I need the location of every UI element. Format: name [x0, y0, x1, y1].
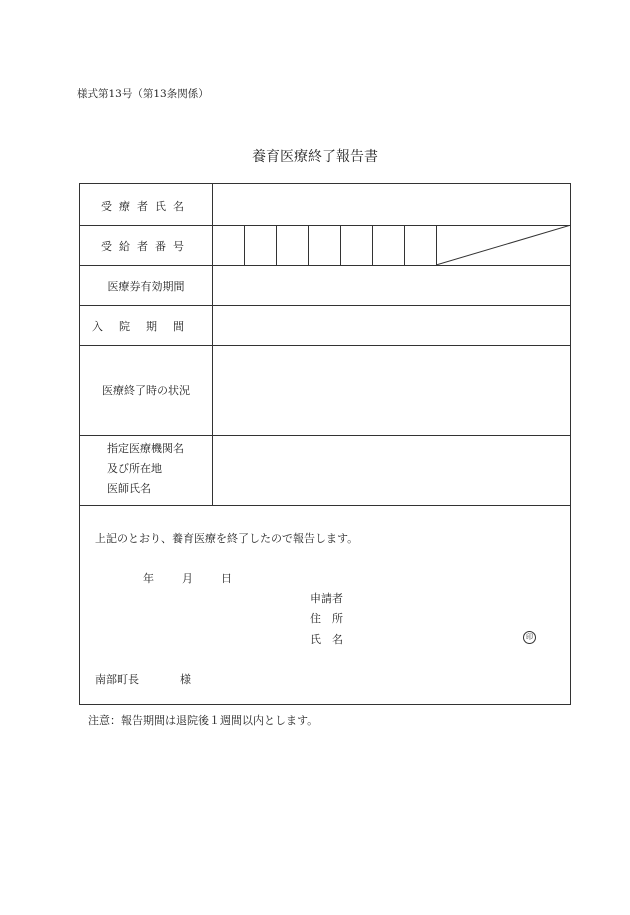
digit-box-divider [308, 225, 309, 265]
row-divider [79, 305, 571, 306]
applicant-label: 申請者 [310, 592, 343, 605]
seal-mark: 印 [523, 631, 536, 644]
label-hospitalization-period: 入院期間 [92, 320, 200, 333]
document-title: 養育医療終了報告書 [252, 149, 378, 165]
column-divider [212, 183, 213, 505]
digit-box-divider [404, 225, 405, 265]
report-statement: 上記のとおり、養育医療を終了したので報告します。 [95, 532, 359, 545]
form-number: 様式第13号（第13条関係） [77, 88, 209, 100]
digit-box-divider [340, 225, 341, 265]
digit-box-divider [244, 225, 245, 265]
digit-box-divider [372, 225, 373, 265]
label-institution-name: 指定医療機関名 [107, 442, 184, 455]
label-status-at-end: 医療終了時の状況 [102, 384, 190, 397]
honorific: 様 [180, 673, 191, 686]
label-recipient-name: 受療者氏名 [101, 200, 191, 213]
row-divider [79, 435, 571, 436]
label-recipient-number: 受給者番号 [101, 240, 191, 253]
name-label: 氏 名 [310, 633, 343, 646]
label-doctor-name: 医師氏名 [107, 482, 151, 495]
label-validity-period: 医療券有効期間 [107, 280, 185, 293]
date-day: 日 [221, 572, 232, 585]
note: 注意：報告期間は退院後１週間以内とします。 [88, 714, 319, 727]
date-month: 月 [182, 572, 193, 585]
label-institution-location: 及び所在地 [107, 462, 162, 475]
addressee: 南部町長 [95, 673, 139, 686]
digit-box-divider [276, 225, 277, 265]
address-label: 住 所 [310, 612, 343, 625]
date-year: 年 [143, 572, 154, 585]
row-divider [79, 345, 571, 346]
row-divider [79, 505, 571, 506]
unused-cell-diagonal [436, 225, 571, 266]
